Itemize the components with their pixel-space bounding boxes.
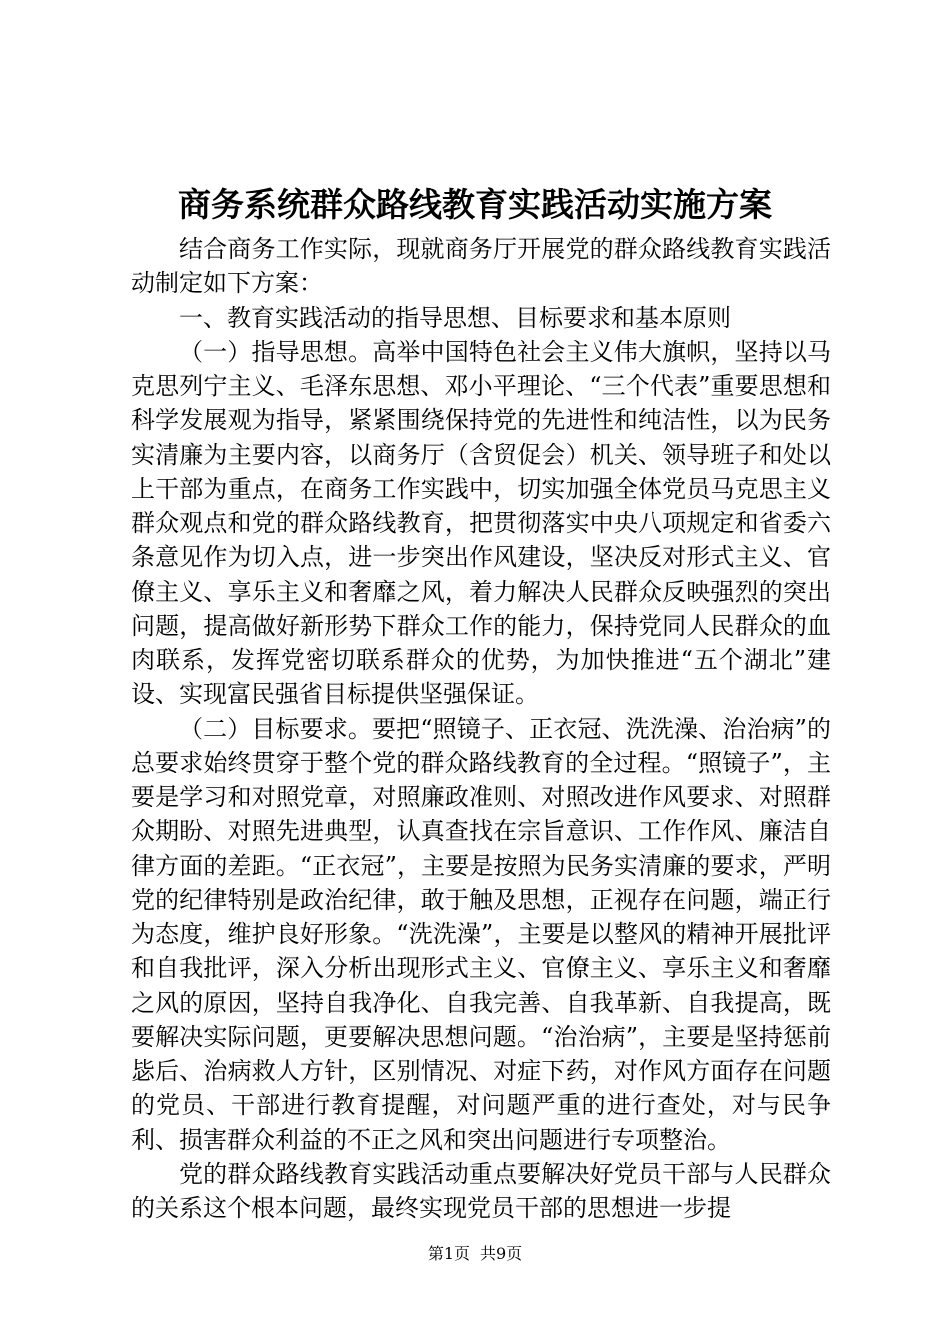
page-footer — [0, 1244, 950, 1264]
document-title: 商务系统群众路线教育实践活动实施方案 — [178, 185, 772, 224]
page-number: 第1页 — [427, 1244, 470, 1263]
section-heading-1: 一、教育实践活动的指导思想、目标要求和基本原则 — [179, 303, 731, 332]
total-pages: 共9页 — [480, 1244, 523, 1263]
paragraph-goals: （二）目标要求。要把“照镜子、正衣冠、洗洗澡、治治病”的总要求始终贯穿于整个党的群众路线教育的全过程。“照镜子”，主要是学习和对照党章，对照廉政准则、对照改进作风要求、对照群众期盼、对照先进典型，认真查找在宗旨意识、工作作风、廉洁自律方面的差距。“正衣冠”，主要是按照为民务实清廉的要求，严明党的纪律特别是政治纪律，敢于触及思想，正视存在问题，端正行为态度，维护良好形象。“洗洗澡”，主要是以整风的精神开展批评和自我批评，深入分析出现形式主义、官僚主义、享乐主义和奢靡之风的原因，坚持自我净化、自我完善、自我革新、自我提高，既要解决实际问题，更要解决思想问题。“治治病”，主要是坚持惩前毖后、治病救人方针，区别情况、对症下药，对作风方面存在问题的党员、干部进行教育提醒，对问题严重的进行查处，对与民争利、损害群众利益的不正之风和突出问题进行专项整治。 — [131, 714, 831, 1154]
paragraph-intro: 结合商务工作实际，现就商务厅开展党的群众路线教育实践活动制定如下方案： — [131, 235, 831, 298]
paragraph-key-problem: 党的群众路线教育实践活动重点要解决好党员干部与人民群众的关系这个根本问题，最终实现党员干部的思想进一步提 — [131, 1159, 831, 1222]
document-body — [131, 232, 831, 1225]
paragraph-guiding-ideology: （一）指导思想。高举中国特色社会主义伟大旗帜，坚持以马克思列宁主义、毛泽东思想、邓小平理论、“三个代表”重要思想和科学发展观为指导，紧紧围绕保持党的先进性和纯洁性，以为民务实清廉为主要内容，以商务厅（含贸促会）机关、领导班子和处以上干部为重点，在商务工作实践中，切实加强全体党员马克思主义群众观点和党的群众路线教育，把贯彻落实中央八项规定和省委六条意见作为切入点，进一步突出作风建设，坚决反对形式主义、官僚主义、享乐主义和奢靡之风，着力解决人民群众反映强烈的突出问题，提高做好新形势下群众工作的能力，保持党同人民群众的血肉联系，发挥党密切联系群众的优势，为加快推进“五个湖北”建设、实现富民强省目标提供坚强保证。 — [131, 337, 831, 709]
